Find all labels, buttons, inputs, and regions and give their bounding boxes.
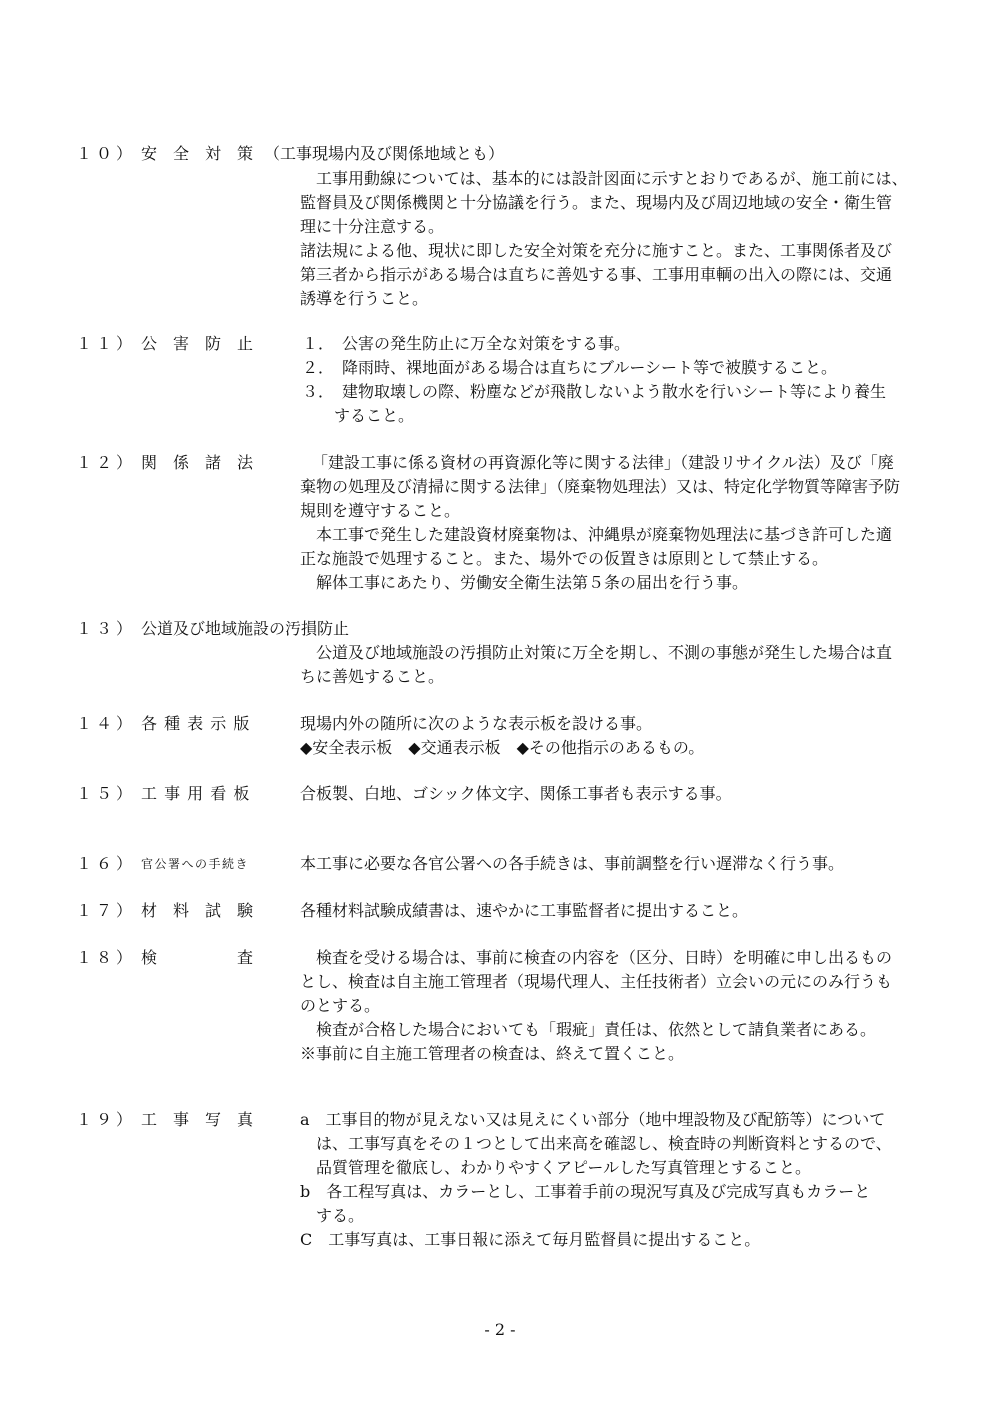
section-17-line-1: 各種材料試験成績書は、速やかに工事監督者に提出すること。 — [300, 901, 749, 920]
section-13-line-2: ちに善処すること。 — [300, 667, 445, 686]
section-16-title: 官公署への手続き — [141, 857, 250, 871]
section-18-line-1: 検査を受ける場合は、事前に検査の内容を（区分、日時）を明確に申し出るもの — [316, 948, 893, 967]
section-12-line-1: 「建設工事に係る資材の再資源化等に関する法律」（建設リサイクル法）及び「廃 — [312, 453, 894, 472]
section-19-line-1: a 工事目的物が見えない又は見えにくい部分（地中埋設物及び配筋等）について — [300, 1110, 886, 1129]
section-14-title: 各 種 表 示 版 — [141, 714, 251, 733]
section-13-number: １３） — [76, 619, 137, 638]
section-18-line-4: 検査が合格した場合においても「瑕疵」責任は、依然として請負業者にある。 — [316, 1020, 877, 1039]
section-11-line-1: １． 公害の発生防止に万全な対策をする事。 — [302, 334, 631, 353]
section-12-line-3: 規則を遵守すること。 — [300, 501, 461, 520]
section-19-line-5: する。 — [316, 1206, 365, 1225]
section-13-line-1: 公道及び地域施設の汚損防止対策に万全を期し、不測の事態が発生した場合は直 — [316, 643, 893, 662]
page-number: - 2 - — [484, 1320, 516, 1339]
section-12-title: 関 係 諸 法 — [141, 453, 254, 472]
section-10-line-2: 監督員及び関係機関と十分協議を行う。また、現場内及び周辺地域の安全・衛生管 — [300, 193, 893, 212]
section-15-title: 工 事 用 看 板 — [141, 784, 251, 803]
section-11-line-4: すること。 — [334, 406, 415, 425]
section-15-line-1: 合板製、白地、ゴシック体文字、関係工事者も表示する事。 — [300, 784, 732, 803]
section-10-title — [141, 146, 265, 162]
section-13-title: 公道及び地域施設の汚損防止 — [141, 619, 350, 638]
section-10-title-text: 安 全 対 策 — [141, 144, 254, 163]
section-15-number: １５） — [76, 784, 137, 803]
section-18-number: １８） — [76, 948, 137, 967]
section-19-number: １９） — [76, 1110, 137, 1129]
section-12-number: １２） — [76, 453, 137, 472]
section-17-title: 材 料 試 験 — [141, 901, 254, 920]
section-12-line-4: 本工事で発生した建設資材廃棄物は、沖縄県が廃棄物処理法に基づき許可した適 — [316, 525, 893, 544]
section-14-number: １４） — [76, 714, 137, 733]
section-17-number: １７） — [76, 901, 137, 920]
section-10-line-4: 諸法規による他、現状に即した安全対策を充分に施すこと。また、工事関係者及び — [300, 241, 893, 260]
section-18-line-3: のとする。 — [300, 996, 381, 1015]
section-16-line-1: 本工事に必要な各官公署への各手続きは、事前調整を行い遅滞なく行う事。 — [300, 854, 845, 873]
section-18-line-5: ※事前に自主施工管理者の検査は、終えて置くこと。 — [300, 1044, 685, 1063]
section-14-line-1: 現場内外の随所に次のような表示板を設ける事。 — [300, 714, 653, 733]
section-11-title: 公 害 防 止 — [141, 334, 254, 353]
section-10-line-5: 第三者から指示がある場合は直ちに善処する事、工事用車輌の出入の際には、交通 — [300, 265, 893, 284]
section-19-line-4: b 各工程写真は、カラーとし、工事着手前の現況写真及び完成写真もカラーと — [300, 1182, 871, 1201]
section-19-title: 工 事 写 真 — [141, 1110, 254, 1129]
section-11-number: １１） — [76, 334, 137, 353]
section-18-line-2: とし、検査は自主施工管理者（現場代理人、主任技術者）立会いの元にのみ行うも — [300, 972, 893, 991]
section-14-line-2: ◆安全表示板 ◆交通表示板 ◆その他指示のあるもの。 — [300, 738, 705, 757]
section-10-line-6: 誘導を行うこと。 — [300, 289, 429, 308]
section-19-line-3: 品質管理を徹底し、わかりやすくアピールした写真管理とすること。 — [316, 1158, 812, 1177]
section-11-line-3: ３． 建物取壊しの際、粉塵などが飛散しないよう散水を行いシート等により養生 — [302, 382, 887, 401]
section-12-line-6: 解体工事にあたり、労働安全衛生法第５条の届出を行う事。 — [316, 573, 749, 592]
section-11-line-2: ２． 降雨時、裸地面がある場合は直ちにブルーシート等で被膜すること。 — [302, 358, 838, 377]
section-12-line-5: 正な施設で処理すること。また、場外での仮置きは原則として禁止する。 — [300, 549, 829, 568]
section-19-line-2: は、工事写真をその１つとして出来高を確認し、検査時の判断資料とするので、 — [316, 1134, 892, 1153]
section-10-number: １０） — [76, 144, 137, 163]
section-10-line-3: 理に十分注意する。 — [300, 217, 445, 236]
section-10-line-1: 工事用動線については、基本的には設計図面に示すとおりであるが、施工前には、 — [316, 169, 908, 188]
section-18-title: 検 査 — [141, 948, 254, 967]
section-10-title-suffix: （工事現場内及び関係地域とも） — [264, 144, 505, 163]
section-16-number: １６） — [76, 854, 137, 873]
section-12-line-2: 棄物の処理及び清掃に関する法律」（廃棄物処理法）又は、特定化学物質等障害予防 — [300, 477, 901, 496]
section-19-line-6: C 工事写真は、工事日報に添えて毎月監督員に提出すること。 — [300, 1230, 761, 1249]
